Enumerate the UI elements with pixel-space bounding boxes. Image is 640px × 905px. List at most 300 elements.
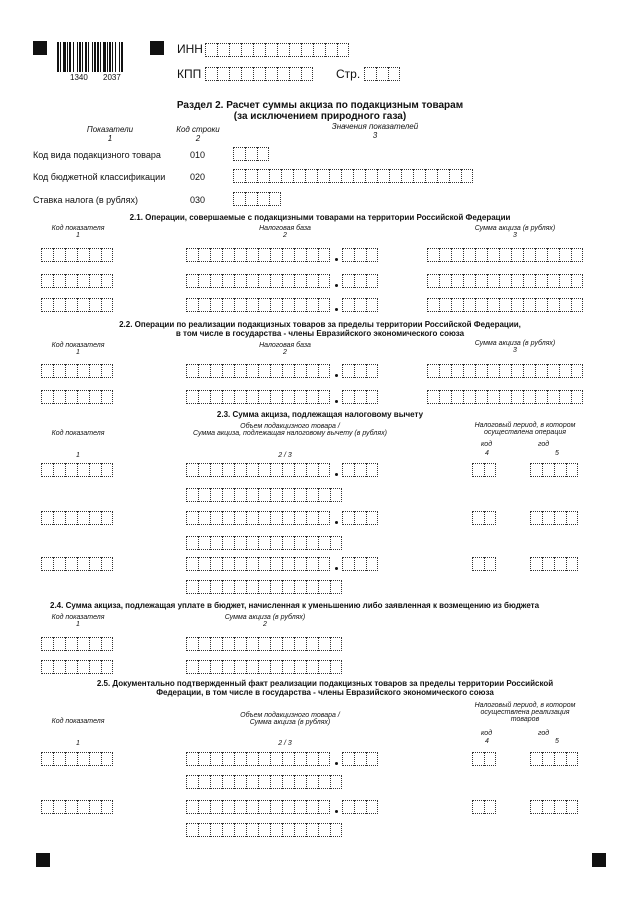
s22-row1-base-frac[interactable]	[342, 364, 378, 378]
s23-row2-code[interactable]	[41, 511, 113, 525]
input-cell[interactable]	[306, 752, 318, 766]
input-cell[interactable]	[234, 511, 246, 525]
input-cell[interactable]	[210, 463, 222, 477]
input-cell[interactable]	[258, 364, 270, 378]
input-cell[interactable]	[475, 298, 487, 312]
input-cell[interactable]	[234, 775, 246, 789]
input-cell[interactable]	[65, 800, 77, 814]
input-cell[interactable]	[41, 364, 53, 378]
input-cell[interactable]	[365, 169, 377, 183]
input-cell[interactable]	[198, 752, 210, 766]
input-cell[interactable]	[306, 463, 318, 477]
input-cell[interactable]	[65, 557, 77, 571]
input-cell[interactable]	[186, 637, 198, 651]
input-cell[interactable]	[354, 390, 366, 404]
input-cell[interactable]	[222, 364, 234, 378]
input-cell[interactable]	[463, 364, 475, 378]
input-cell[interactable]	[354, 511, 366, 525]
input-cell[interactable]	[413, 169, 425, 183]
input-cell[interactable]	[89, 298, 101, 312]
input-cell[interactable]	[366, 511, 378, 525]
input-cell[interactable]	[566, 511, 578, 525]
s25-row1-volume-frac[interactable]	[342, 752, 378, 766]
input-cell[interactable]	[511, 390, 523, 404]
input-cell[interactable]	[101, 298, 113, 312]
input-cell[interactable]	[376, 67, 388, 81]
input-cell[interactable]	[566, 752, 578, 766]
input-cell[interactable]	[77, 557, 89, 571]
input-cell[interactable]	[354, 364, 366, 378]
input-cell[interactable]	[53, 463, 65, 477]
input-cell[interactable]	[301, 43, 313, 57]
input-cell[interactable]	[554, 557, 566, 571]
input-cell[interactable]	[559, 390, 571, 404]
input-cell[interactable]	[269, 192, 281, 206]
input-cell[interactable]	[341, 169, 353, 183]
input-cell[interactable]	[282, 752, 294, 766]
input-cell[interactable]	[77, 248, 89, 262]
input-cell[interactable]	[270, 364, 282, 378]
input-cell[interactable]	[547, 364, 559, 378]
input-cell[interactable]	[523, 274, 535, 288]
s25-row1-volume-int[interactable]	[186, 752, 330, 766]
input-cell[interactable]	[330, 660, 342, 674]
input-cell[interactable]	[270, 660, 282, 674]
input-cell[interactable]	[451, 274, 463, 288]
input-cell[interactable]	[306, 775, 318, 789]
input-cell[interactable]	[186, 248, 198, 262]
input-cell[interactable]	[198, 364, 210, 378]
input-cell[interactable]	[366, 390, 378, 404]
s24-row2-code[interactable]	[41, 660, 113, 674]
input-cell[interactable]	[317, 169, 329, 183]
input-cell[interactable]	[101, 800, 113, 814]
input-cell[interactable]	[234, 800, 246, 814]
input-cell[interactable]	[535, 364, 547, 378]
s25-row1-code[interactable]	[41, 752, 113, 766]
input-cell[interactable]	[566, 800, 578, 814]
input-cell[interactable]	[245, 169, 257, 183]
input-cell[interactable]	[210, 557, 222, 571]
input-cell[interactable]	[210, 775, 222, 789]
input-cell[interactable]	[484, 511, 496, 525]
input-cell[interactable]	[234, 364, 246, 378]
input-cell[interactable]	[318, 248, 330, 262]
input-cell[interactable]	[294, 752, 306, 766]
input-cell[interactable]	[89, 364, 101, 378]
input-cell[interactable]	[487, 298, 499, 312]
input-cell[interactable]	[265, 67, 277, 81]
input-cell[interactable]	[294, 248, 306, 262]
input-cell[interactable]	[222, 536, 234, 550]
input-cell[interactable]	[499, 298, 511, 312]
input-cell[interactable]	[270, 752, 282, 766]
input-cell[interactable]	[472, 557, 484, 571]
input-cell[interactable]	[210, 823, 222, 837]
input-cell[interactable]	[282, 390, 294, 404]
s23-row2-volume-int[interactable]	[186, 511, 330, 525]
input-cell[interactable]	[246, 580, 258, 594]
input-cell[interactable]	[342, 557, 354, 571]
input-cell[interactable]	[571, 390, 583, 404]
input-cell[interactable]	[305, 169, 317, 183]
input-cell[interactable]	[246, 511, 258, 525]
input-cell[interactable]	[222, 274, 234, 288]
input-cell[interactable]	[499, 248, 511, 262]
input-cell[interactable]	[210, 248, 222, 262]
input-cell[interactable]	[198, 557, 210, 571]
input-cell[interactable]	[89, 752, 101, 766]
s23-row3-sum[interactable]	[186, 580, 342, 594]
input-cell[interactable]	[210, 511, 222, 525]
input-cell[interactable]	[318, 800, 330, 814]
input-cell[interactable]	[101, 637, 113, 651]
input-cell[interactable]	[258, 536, 270, 550]
input-cell[interactable]	[222, 800, 234, 814]
input-cell[interactable]	[65, 298, 77, 312]
input-cell[interactable]	[306, 580, 318, 594]
input-cell[interactable]	[186, 660, 198, 674]
input-cell[interactable]	[198, 390, 210, 404]
s23-row2-period-year[interactable]	[530, 511, 578, 525]
input-cell[interactable]	[53, 800, 65, 814]
input-cell[interactable]	[101, 248, 113, 262]
input-cell[interactable]	[198, 511, 210, 525]
input-cell[interactable]	[246, 752, 258, 766]
input-cell[interactable]	[559, 248, 571, 262]
input-cell[interactable]	[246, 364, 258, 378]
input-cell[interactable]	[198, 637, 210, 651]
input-cell[interactable]	[559, 298, 571, 312]
input-cell[interactable]	[530, 463, 542, 477]
input-cell[interactable]	[77, 660, 89, 674]
input-cell[interactable]	[289, 43, 301, 57]
input-cell[interactable]	[306, 536, 318, 550]
input-cell[interactable]	[41, 660, 53, 674]
input-cell[interactable]	[484, 557, 496, 571]
input-cell[interactable]	[354, 800, 366, 814]
input-cell[interactable]	[342, 463, 354, 477]
input-cell[interactable]	[65, 660, 77, 674]
input-cell[interactable]	[566, 557, 578, 571]
input-cell[interactable]	[554, 511, 566, 525]
s22-row2-sum[interactable]	[427, 390, 583, 404]
input-cell[interactable]	[523, 364, 535, 378]
input-cell[interactable]	[258, 248, 270, 262]
input-cell[interactable]	[222, 463, 234, 477]
input-cell[interactable]	[306, 274, 318, 288]
input-cell[interactable]	[198, 800, 210, 814]
input-cell[interactable]	[41, 248, 53, 262]
input-cell[interactable]	[245, 147, 257, 161]
input-cell[interactable]	[41, 298, 53, 312]
input-cell[interactable]	[233, 192, 245, 206]
input-cell[interactable]	[294, 557, 306, 571]
input-cell[interactable]	[217, 43, 229, 57]
input-cell[interactable]	[282, 298, 294, 312]
input-cell[interactable]	[89, 248, 101, 262]
input-cell[interactable]	[186, 580, 198, 594]
input-cell[interactable]	[484, 800, 496, 814]
kpp-field[interactable]	[205, 67, 313, 81]
s25-row1-period-code[interactable]	[472, 752, 496, 766]
input-cell[interactable]	[427, 298, 439, 312]
input-cell[interactable]	[463, 248, 475, 262]
input-cell[interactable]	[101, 364, 113, 378]
s21-row2-base-int[interactable]	[186, 274, 330, 288]
input-cell[interactable]	[258, 511, 270, 525]
s25-row1-period-year[interactable]	[530, 752, 578, 766]
input-cell[interactable]	[439, 364, 451, 378]
input-cell[interactable]	[354, 752, 366, 766]
input-cell[interactable]	[234, 298, 246, 312]
page-number-field[interactable]	[364, 67, 400, 81]
input-cell[interactable]	[77, 637, 89, 651]
input-cell[interactable]	[89, 557, 101, 571]
input-cell[interactable]	[234, 823, 246, 837]
input-cell[interactable]	[318, 390, 330, 404]
input-cell[interactable]	[342, 511, 354, 525]
input-cell[interactable]	[217, 67, 229, 81]
input-cell[interactable]	[234, 557, 246, 571]
input-cell[interactable]	[484, 752, 496, 766]
input-cell[interactable]	[499, 364, 511, 378]
input-cell[interactable]	[306, 637, 318, 651]
input-cell[interactable]	[318, 637, 330, 651]
input-cell[interactable]	[475, 364, 487, 378]
input-cell[interactable]	[294, 488, 306, 502]
input-cell[interactable]	[439, 248, 451, 262]
input-cell[interactable]	[234, 274, 246, 288]
input-cell[interactable]	[282, 580, 294, 594]
input-cell[interactable]	[535, 390, 547, 404]
input-cell[interactable]	[198, 463, 210, 477]
s23-row1-volume-frac[interactable]	[342, 463, 378, 477]
input-cell[interactable]	[281, 169, 293, 183]
input-cell[interactable]	[487, 274, 499, 288]
input-cell[interactable]	[329, 169, 341, 183]
s21-row3-base-int[interactable]	[186, 298, 330, 312]
input-cell[interactable]	[282, 637, 294, 651]
input-cell[interactable]	[210, 298, 222, 312]
input-cell[interactable]	[210, 800, 222, 814]
input-cell[interactable]	[282, 488, 294, 502]
input-cell[interactable]	[198, 298, 210, 312]
input-cell[interactable]	[258, 463, 270, 477]
input-cell[interactable]	[210, 274, 222, 288]
input-cell[interactable]	[53, 298, 65, 312]
input-cell[interactable]	[233, 147, 245, 161]
input-cell[interactable]	[547, 248, 559, 262]
input-cell[interactable]	[427, 390, 439, 404]
s21-row2-sum[interactable]	[427, 274, 583, 288]
input-cell[interactable]	[559, 274, 571, 288]
input-cell[interactable]	[554, 800, 566, 814]
input-cell[interactable]	[246, 557, 258, 571]
input-cell[interactable]	[89, 800, 101, 814]
input-cell[interactable]	[270, 298, 282, 312]
input-cell[interactable]	[547, 298, 559, 312]
input-cell[interactable]	[389, 169, 401, 183]
input-cell[interactable]	[451, 248, 463, 262]
s22-row1-base-int[interactable]	[186, 364, 330, 378]
input-cell[interactable]	[318, 298, 330, 312]
input-cell[interactable]	[571, 298, 583, 312]
s23-row1-sum[interactable]	[186, 488, 342, 502]
input-cell[interactable]	[210, 752, 222, 766]
input-cell[interactable]	[342, 248, 354, 262]
input-cell[interactable]	[277, 43, 289, 57]
input-cell[interactable]	[306, 488, 318, 502]
input-cell[interactable]	[270, 823, 282, 837]
input-cell[interactable]	[364, 67, 376, 81]
input-cell[interactable]	[234, 488, 246, 502]
s22-row2-base-frac[interactable]	[342, 390, 378, 404]
input-cell[interactable]	[318, 660, 330, 674]
s21-row3-code[interactable]	[41, 298, 113, 312]
input-cell[interactable]	[65, 511, 77, 525]
input-cell[interactable]	[366, 557, 378, 571]
input-cell[interactable]	[198, 274, 210, 288]
input-cell[interactable]	[234, 463, 246, 477]
input-cell[interactable]	[282, 800, 294, 814]
input-cell[interactable]	[523, 298, 535, 312]
input-cell[interactable]	[222, 390, 234, 404]
input-cell[interactable]	[41, 274, 53, 288]
input-cell[interactable]	[205, 43, 217, 57]
input-cell[interactable]	[354, 298, 366, 312]
input-cell[interactable]	[53, 248, 65, 262]
input-cell[interactable]	[186, 536, 198, 550]
input-cell[interactable]	[354, 463, 366, 477]
budget-classification-code-field[interactable]	[233, 169, 473, 183]
input-cell[interactable]	[246, 800, 258, 814]
s23-row3-period-year[interactable]	[530, 557, 578, 571]
s25-row2-period-code[interactable]	[472, 800, 496, 814]
input-cell[interactable]	[41, 637, 53, 651]
input-cell[interactable]	[234, 660, 246, 674]
input-cell[interactable]	[523, 390, 535, 404]
input-cell[interactable]	[258, 637, 270, 651]
input-cell[interactable]	[101, 274, 113, 288]
s21-row3-sum[interactable]	[427, 298, 583, 312]
s21-row2-code[interactable]	[41, 274, 113, 288]
input-cell[interactable]	[229, 67, 241, 81]
input-cell[interactable]	[101, 463, 113, 477]
input-cell[interactable]	[89, 511, 101, 525]
input-cell[interactable]	[294, 364, 306, 378]
input-cell[interactable]	[241, 43, 253, 57]
input-cell[interactable]	[41, 463, 53, 477]
input-cell[interactable]	[354, 557, 366, 571]
s23-row2-volume-frac[interactable]	[342, 511, 378, 525]
input-cell[interactable]	[53, 390, 65, 404]
input-cell[interactable]	[282, 775, 294, 789]
input-cell[interactable]	[258, 390, 270, 404]
s21-row1-base-int[interactable]	[186, 248, 330, 262]
s22-row2-code[interactable]	[41, 390, 113, 404]
input-cell[interactable]	[198, 660, 210, 674]
input-cell[interactable]	[282, 364, 294, 378]
input-cell[interactable]	[318, 536, 330, 550]
input-cell[interactable]	[306, 390, 318, 404]
input-cell[interactable]	[65, 248, 77, 262]
input-cell[interactable]	[294, 775, 306, 789]
input-cell[interactable]	[233, 169, 245, 183]
input-cell[interactable]	[325, 43, 337, 57]
input-cell[interactable]	[487, 248, 499, 262]
input-cell[interactable]	[77, 511, 89, 525]
input-cell[interactable]	[571, 364, 583, 378]
input-cell[interactable]	[318, 823, 330, 837]
s23-row3-volume-int[interactable]	[186, 557, 330, 571]
input-cell[interactable]	[222, 775, 234, 789]
input-cell[interactable]	[53, 660, 65, 674]
input-cell[interactable]	[234, 637, 246, 651]
input-cell[interactable]	[258, 580, 270, 594]
input-cell[interactable]	[258, 660, 270, 674]
s22-row1-code[interactable]	[41, 364, 113, 378]
input-cell[interactable]	[198, 580, 210, 594]
input-cell[interactable]	[388, 67, 400, 81]
input-cell[interactable]	[463, 298, 475, 312]
input-cell[interactable]	[210, 660, 222, 674]
input-cell[interactable]	[318, 580, 330, 594]
input-cell[interactable]	[463, 274, 475, 288]
input-cell[interactable]	[330, 580, 342, 594]
input-cell[interactable]	[425, 169, 437, 183]
input-cell[interactable]	[222, 823, 234, 837]
input-cell[interactable]	[306, 800, 318, 814]
input-cell[interactable]	[222, 511, 234, 525]
input-cell[interactable]	[269, 169, 281, 183]
input-cell[interactable]	[484, 463, 496, 477]
s21-row1-code[interactable]	[41, 248, 113, 262]
input-cell[interactable]	[222, 298, 234, 312]
input-cell[interactable]	[535, 248, 547, 262]
input-cell[interactable]	[318, 364, 330, 378]
input-cell[interactable]	[337, 43, 349, 57]
input-cell[interactable]	[294, 823, 306, 837]
inn-field[interactable]	[205, 43, 349, 57]
input-cell[interactable]	[463, 390, 475, 404]
input-cell[interactable]	[270, 463, 282, 477]
input-cell[interactable]	[530, 557, 542, 571]
input-cell[interactable]	[246, 637, 258, 651]
input-cell[interactable]	[89, 660, 101, 674]
input-cell[interactable]	[186, 488, 198, 502]
s25-row1-sum[interactable]	[186, 775, 342, 789]
s25-row2-period-year[interactable]	[530, 800, 578, 814]
input-cell[interactable]	[306, 557, 318, 571]
input-cell[interactable]	[246, 775, 258, 789]
input-cell[interactable]	[542, 463, 554, 477]
input-cell[interactable]	[511, 274, 523, 288]
input-cell[interactable]	[210, 580, 222, 594]
input-cell[interactable]	[186, 752, 198, 766]
input-cell[interactable]	[366, 752, 378, 766]
input-cell[interactable]	[53, 637, 65, 651]
input-cell[interactable]	[282, 823, 294, 837]
input-cell[interactable]	[253, 67, 265, 81]
s24-row2-sum[interactable]	[186, 660, 342, 674]
input-cell[interactable]	[258, 298, 270, 312]
input-cell[interactable]	[342, 800, 354, 814]
input-cell[interactable]	[198, 248, 210, 262]
input-cell[interactable]	[198, 775, 210, 789]
input-cell[interactable]	[186, 823, 198, 837]
input-cell[interactable]	[258, 488, 270, 502]
